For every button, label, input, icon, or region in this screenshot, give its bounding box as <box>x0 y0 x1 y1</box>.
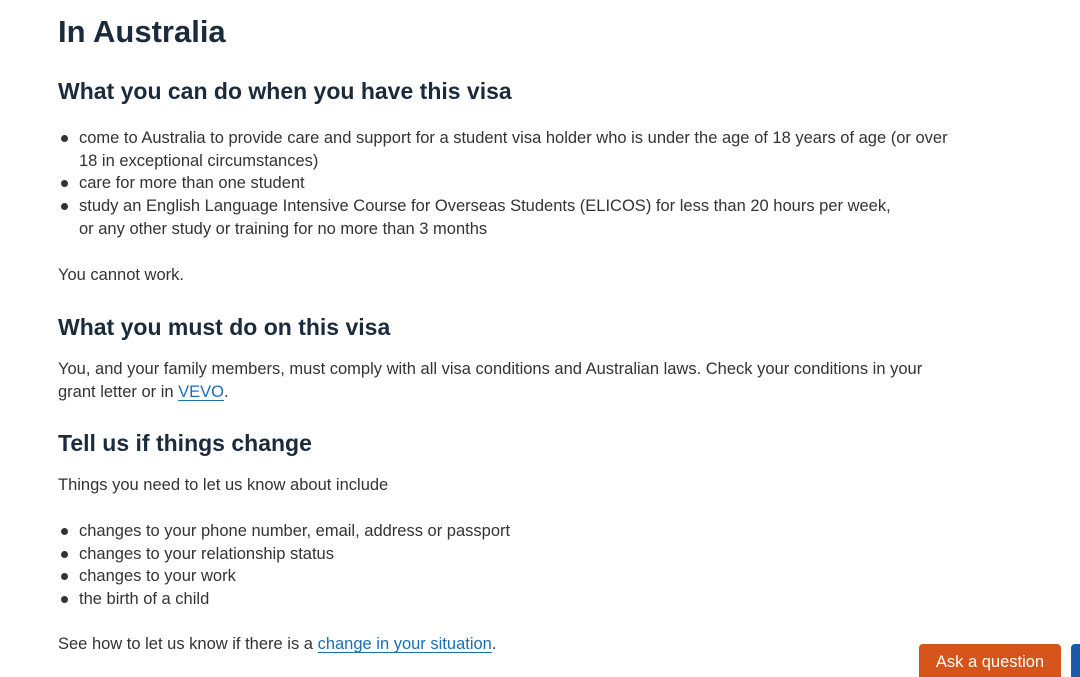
can-do-heading: What you can do when you have this visa <box>58 78 512 104</box>
ask-a-question-button[interactable]: Ask a question <box>919 644 1061 677</box>
see-how-text-part: See how to let us know if there is a <box>58 635 318 653</box>
list-item: care for more than one student <box>58 172 968 195</box>
tell-us-heading: Tell us if things change <box>58 430 312 456</box>
change-in-situation-link[interactable]: change in your situation <box>317 635 492 653</box>
must-do-text <box>58 358 958 403</box>
see-how-text <box>58 633 496 656</box>
list-item: changes to your work <box>58 565 958 588</box>
page-title: In Australia <box>58 14 226 49</box>
list-item: come to Australia to provide care and support for a student visa holder who is under the age of 18 years of age (or over 18 in exceptional circumstances) <box>58 127 968 172</box>
vevo-link[interactable]: VEVO <box>178 382 224 401</box>
side-feedback-tab[interactable] <box>1071 644 1080 677</box>
must-do-heading: What you must do on this visa <box>58 314 391 340</box>
tell-us-intro: Things you need to let us know about include <box>58 476 389 494</box>
list-item: changes to your phone number, email, address or passport <box>58 520 958 543</box>
tell-us-list <box>58 520 958 611</box>
cannot-work-text: You cannot work. <box>58 266 184 284</box>
must-do-text-part: You, and your family members, must comply with all visa conditions and Australian laws. Check your conditions in your grant letter or in <box>58 360 923 401</box>
can-do-list <box>58 127 968 241</box>
see-how-text-end: . <box>491 635 497 653</box>
must-do-text-end: . <box>224 382 229 401</box>
list-item: the birth of a child <box>58 588 958 611</box>
list-item: study an English Language Intensive Course for Overseas Students (ELICOS) for less than 20 hours per week, or any other study or training for no more than 3 months <box>58 195 904 240</box>
list-item: changes to your relationship status <box>58 543 958 566</box>
